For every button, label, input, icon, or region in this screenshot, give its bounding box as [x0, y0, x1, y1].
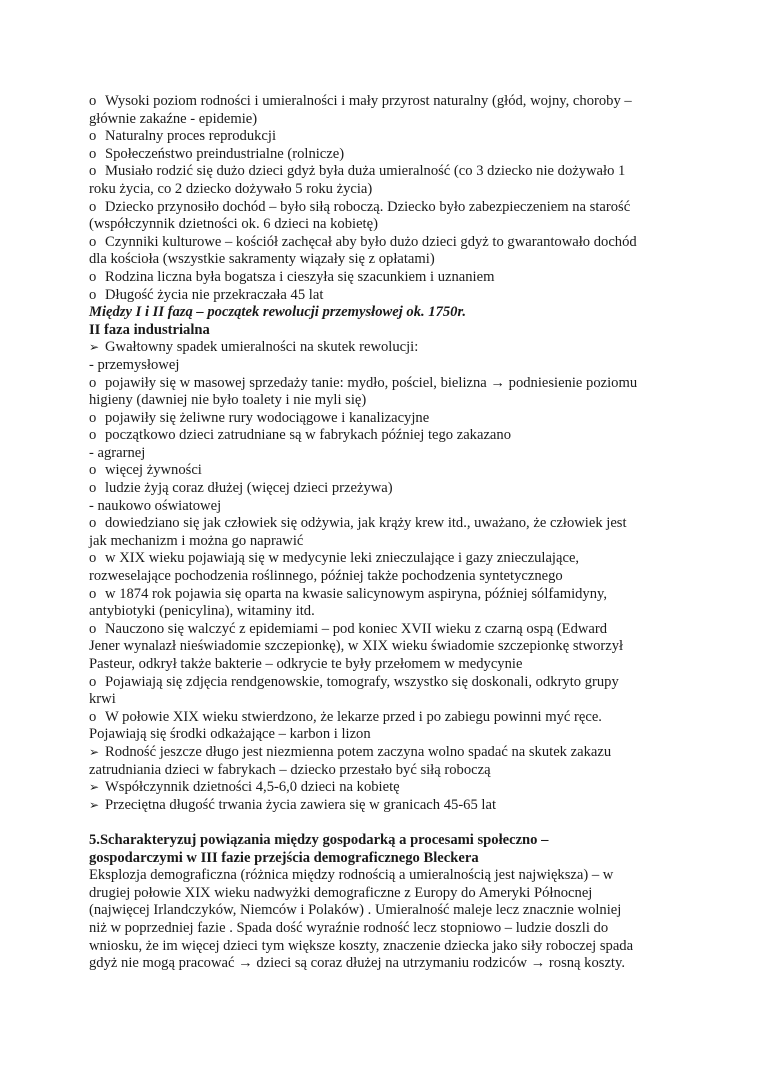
line-text: Musiało rodzić się dużo dzieci gdyż była duża umieralność (co 3 dziecko nie dożywało 1 — [105, 163, 626, 180]
line-text: pojawiły się żeliwne rury wodociągowe i kanalizacyjne — [105, 409, 430, 426]
line-text: Rodzina liczna była bogatsza i cieszyła się szacunkiem i uznaniem — [105, 268, 495, 285]
bullet-line — [89, 339, 679, 357]
bullet-line — [89, 744, 679, 762]
line-text: Społeczeństwo preindustrialne (rolnicze) — [105, 145, 345, 162]
bullet-line — [89, 269, 679, 287]
text-line — [89, 111, 679, 129]
circle-bullet-icon: o — [89, 145, 97, 162]
arrow-bullet-icon: ➢ — [89, 744, 100, 759]
heading-line — [89, 304, 679, 322]
line-text: gdyż nie mogą pracować → dzieci są coraz dłużej na utrzymaniu rodziców → rosną koszty. — [89, 955, 625, 972]
circle-bullet-icon: o — [89, 286, 97, 303]
line-text: 5.Scharakteryzuj powiązania między gospodarką a procesami społeczno – — [89, 831, 549, 848]
line-text: Naturalny proces reprodukcji — [105, 128, 277, 145]
bullet-line — [89, 234, 679, 252]
bullet-line — [89, 515, 679, 533]
line-text: Czynniki kulturowe – kościół zachęcał aby było dużo dzieci gdyż to gwarantowało dochód — [105, 233, 637, 250]
circle-bullet-icon: o — [89, 198, 97, 215]
blank-line — [89, 814, 679, 832]
circle-bullet-icon: o — [89, 480, 97, 497]
line-text: pojawiły się w masowej sprzedaży tanie: mydło, pościel, bielizna → podniesienie poziomu — [105, 374, 638, 391]
circle-bullet-icon: o — [89, 163, 97, 180]
line-text: Jener wynalazł nieświadomie szczepionkę), w XIX wieku świadomie szczepionkę stworzył — [89, 638, 624, 655]
bullet-line — [89, 621, 679, 639]
text-line — [89, 938, 679, 956]
text-line — [89, 392, 679, 410]
line-text: (współczynnik dzietności ok. 6 dzieci na kobietę) — [89, 216, 378, 233]
line-text: higieny (dawniej nie było toalety i nie myli się) — [89, 392, 367, 409]
bullet-line — [89, 375, 679, 393]
line-text: głównie zakaźne - epidemie) — [89, 110, 258, 127]
circle-bullet-icon: o — [89, 620, 97, 637]
text-line — [89, 920, 679, 938]
document-page — [89, 93, 679, 973]
line-text: Pojawiają się środki odkażające – karbon i lizon — [89, 726, 371, 743]
line-text: jak mechanizm i można go naprawić — [89, 532, 304, 549]
circle-bullet-icon: o — [89, 515, 97, 532]
line-text: Rodność jeszcze długo jest niezmienna potem zaczyna wolno spadać na skutek zakazu — [105, 743, 612, 760]
circle-bullet-icon: o — [89, 585, 97, 602]
circle-bullet-icon: o — [89, 409, 97, 426]
text-line — [89, 568, 679, 586]
arrow-bullet-icon: ➢ — [89, 797, 100, 812]
text-line — [89, 867, 679, 885]
line-text: dla kościoła (wszystkie sakramenty wiązały się z opłatami) — [89, 251, 435, 268]
line-text: ludzie żyją coraz dłużej (więcej dzieci przeżywa) — [105, 480, 393, 497]
line-text: rozweselające pochodzenia roślinnego, później także pochodzenia syntetycznego — [89, 568, 563, 585]
line-text: Między I i II fazą – początek rewolucji przemysłowej ok. 1750r. — [89, 304, 467, 321]
text-line — [89, 251, 679, 269]
line-text: niż w poprzedniej fazie . Spada dość wyraźnie rodność lecz stopniowo – ludzie doszli do — [89, 919, 609, 936]
text-line — [89, 357, 679, 375]
text-line — [89, 902, 679, 920]
line-text: - przemysłowej — [89, 356, 180, 373]
bullet-line — [89, 797, 679, 815]
line-text: Długość życia nie przekraczała 45 lat — [105, 286, 324, 303]
circle-bullet-icon: o — [89, 673, 97, 690]
text-line — [89, 216, 679, 234]
bullet-line — [89, 480, 679, 498]
line-text: Wysoki poziom rodności i umieralności i mały przyrost naturalny (głód, wojny, choroby – — [105, 93, 632, 109]
line-text: W połowie XIX wieku stwierdzono, że lekarze przed i po zabiegu powinni myć ręce. — [105, 708, 602, 725]
text-line — [89, 445, 679, 463]
circle-bullet-icon: o — [89, 128, 97, 145]
bullet-line — [89, 427, 679, 445]
circle-bullet-icon: o — [89, 462, 97, 479]
text-line — [89, 656, 679, 674]
arrow-bullet-icon: ➢ — [89, 340, 100, 355]
circle-bullet-icon: o — [89, 93, 97, 109]
text-line — [89, 533, 679, 551]
text-line — [89, 498, 679, 516]
bullet-line — [89, 462, 679, 480]
line-text: więcej żywności — [105, 462, 202, 479]
line-text: Nauczono się walczyć z epidemiami – pod koniec XVII wieku z czarną ospą (Edward — [105, 620, 608, 637]
bullet-line — [89, 674, 679, 692]
line-text: dowiedziano się jak człowiek się odżywia, jak krąży krew itd., uważano, że człowiek jest — [105, 515, 627, 532]
line-text: w XIX wieku pojawiają się w medycynie leki znieczulające i gazy znieczulające, — [105, 550, 580, 567]
line-text: Przeciętna długość trwania życia zawiera się w granicach 45-65 lat — [105, 796, 497, 813]
circle-bullet-icon: o — [89, 233, 97, 250]
line-text: roku życia, co 2 dziecko dożywało 5 roku życia) — [89, 180, 373, 197]
circle-bullet-icon: o — [89, 268, 97, 285]
text-line — [89, 603, 679, 621]
text-line — [89, 885, 679, 903]
text-line — [89, 181, 679, 199]
bullet-line — [89, 128, 679, 146]
line-text: Współczynnik dzietności 4,5-6,0 dzieci na kobietę — [105, 779, 400, 796]
text-line — [89, 762, 679, 780]
line-text: antybiotyki (penicylina), witaminy itd. — [89, 603, 315, 620]
bullet-line — [89, 779, 679, 797]
line-text: II faza industrialna — [89, 321, 210, 338]
circle-bullet-icon: o — [89, 374, 97, 391]
heading-line — [89, 322, 679, 340]
line-text: Pojawiają się zdjęcia rendgenowskie, tomografy, wszystko się doskonali, odkryto grupy — [105, 673, 619, 690]
line-text: wniosku, że im więcej dzieci tym większe koszty, znaczenie dziecka jako siły roboczej spada — [89, 937, 634, 954]
line-text: Eksplozja demograficzna (różnica między rodnością a umieralnością jest największa) – w — [89, 867, 614, 884]
arrow-bullet-icon: ➢ — [89, 780, 100, 795]
line-text: Pasteur, odkrył także bakterie – odkrycie te były przełomem w medycynie — [89, 656, 523, 672]
bullet-line — [89, 550, 679, 568]
circle-bullet-icon: o — [89, 427, 97, 444]
bullet-line — [89, 410, 679, 428]
line-text: drugiej połowie XIX wieku nadwyżki demograficzne z Europy do Ameryki Północnej — [89, 884, 593, 901]
bullet-line — [89, 287, 679, 305]
bullet-line — [89, 709, 679, 727]
line-text: gospodarczymi w III fazie przejścia demograficznego Bleckera — [89, 849, 479, 866]
line-text: w 1874 rok pojawia się oparta na kwasie salicynowym aspiryna, później sólfamidyny, — [105, 585, 608, 602]
line-text: zatrudniania dzieci w fabrykach – dziecko przestało być siłą roboczą — [89, 761, 491, 778]
bullet-line — [89, 163, 679, 181]
line-text: (najwięcej Irlandczyków, Niemców i Polaków) . Umieralność maleje lecz znacznie wolniej — [89, 902, 622, 919]
heading-line — [89, 850, 679, 868]
text-line — [89, 691, 679, 709]
bullet-line — [89, 586, 679, 604]
line-text: - naukowo oświatowej — [89, 497, 222, 514]
line-text: - agrarnej — [89, 444, 146, 461]
circle-bullet-icon: o — [89, 550, 97, 567]
bullet-line — [89, 199, 679, 217]
bullet-line — [89, 93, 679, 111]
bullet-line — [89, 146, 679, 164]
text-line — [89, 955, 679, 973]
heading-line — [89, 832, 679, 850]
line-text: Dziecko przynosiło dochód – było siłą roboczą. Dziecko było zabezpieczeniem na starość — [105, 198, 631, 215]
line-text: początkowo dzieci zatrudniane są w fabrykach później tego zakazano — [105, 427, 511, 444]
circle-bullet-icon: o — [89, 708, 97, 725]
text-line — [89, 726, 679, 744]
text-line — [89, 638, 679, 656]
line-text: Gwałtowny spadek umieralności na skutek rewolucji: — [105, 339, 419, 356]
line-text: krwi — [89, 691, 116, 708]
